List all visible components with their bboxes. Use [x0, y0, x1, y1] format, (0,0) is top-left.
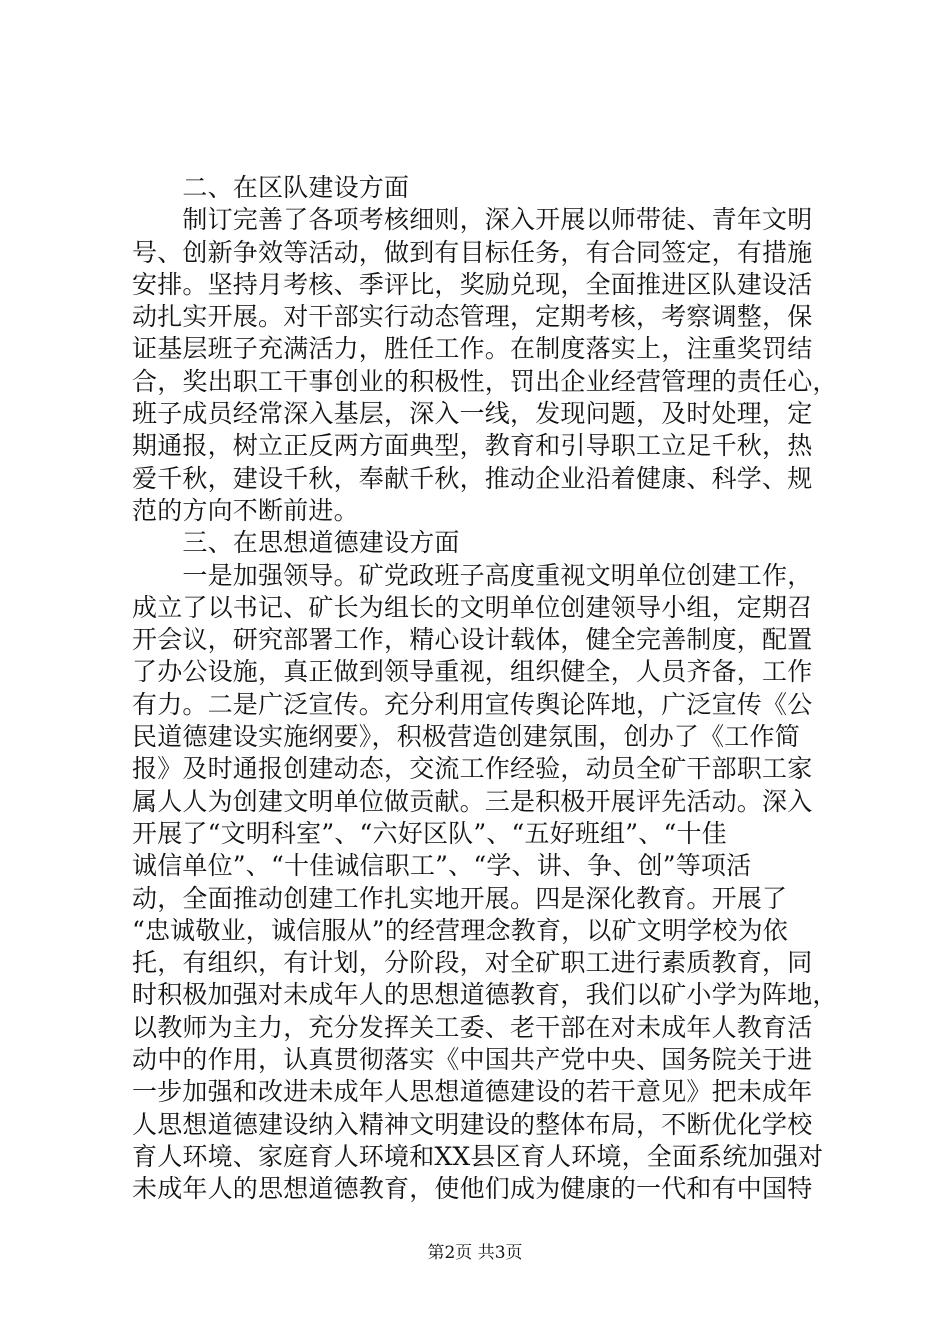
- text-line: 成立了以书记、矿长为组长的文明单位创建领导小组，定期召: [132, 592, 813, 622]
- text-line: 范的方向不断前进。: [132, 495, 359, 525]
- text-line: 合，奖出职工干事创业的积极性，罚出企业经营管理的责任心，: [132, 366, 838, 396]
- text-line: 托，有组织，有计划，分阶段，对全矿职工进行素质教育，同: [132, 948, 813, 978]
- text-line: 一是加强领导。矿党政班子高度重视文明单位创建工作，: [132, 560, 813, 590]
- text-line: 班子成员经常深入基层，深入一线，发现问题，及时处理，定: [132, 399, 813, 429]
- text-line: 二、在区队建设方面: [132, 173, 410, 202]
- text-line: 三、在思想道德建设方面: [132, 528, 460, 558]
- text-line: 号、创新争效等活动，做到有目标任务，有合同签定，有措施: [132, 237, 813, 267]
- page-number-label: 第2页 共3页: [427, 1243, 523, 1263]
- page-footer: [0, 1242, 950, 1264]
- text-line: 一步加强和改进未成年人思想道德建设的若干意见》把未成年: [132, 1077, 813, 1107]
- text-line: 人思想道德建设纳入精神文明建设的整体布局，不断优化学校: [132, 1109, 813, 1139]
- text-line: 动中的作用，认真贯彻落实《中国共产党中央、国务院关于进: [132, 1045, 813, 1075]
- text-line: 了办公设施，真正做到领导重视，组织健全，人员齐备，工作: [132, 657, 813, 687]
- text-line: 动扎实开展。对干部实行动态管理，定期考核，考察调整，保: [132, 302, 813, 332]
- text-line: 制订完善了各项考核细则，深入开展以师带徒、青年文明: [132, 205, 813, 235]
- text-line: 爱千秋，建设千秋，奉献千秋，推动企业沿着健康、科学、规: [132, 463, 813, 493]
- document-body: [132, 172, 838, 1206]
- text-line: 期通报，树立正反两方面典型，教育和引导职工立足千秋，热: [132, 431, 813, 461]
- text-line: 证基层班子充满活力，胜任工作。在制度落实上，注重奖罚结: [132, 334, 813, 364]
- text-line: 属人人为创建文明单位做贡献。三是积极开展评先活动。深入: [132, 786, 813, 816]
- text-line: 诚信单位”、“十佳诚信职工”、“学、讲、争、创”等项活: [132, 851, 752, 881]
- text-line: 未成年人的思想道德教育，使他们成为健康的一代和有中国特: [132, 1174, 813, 1204]
- text-line: 开会议，研究部署工作，精心设计载体，健全完善制度，配置: [132, 625, 813, 655]
- text-line: 时积极加强对未成年人的思想道德教育，我们以矿小学为阵地，: [132, 980, 838, 1010]
- text-line: 民道德建设实施纲要》，积极营造创建氛围，创办了《工作简: [132, 722, 800, 752]
- text-line: 以教师为主力，充分发挥关工委、老干部在对未成年人教育活: [132, 1012, 813, 1042]
- text-line: “忠诚敬业，诚信服从”的经营理念教育，以矿文明学校为依: [132, 915, 788, 945]
- text-line: 安排。坚持月考核、季评比，奖励兑现，全面推进区队建设活: [132, 269, 813, 299]
- text-line: 开展了“文明科室”、“六好区队”、“五好班组”、“十佳: [132, 818, 727, 848]
- text-line: 报》及时通报创建动态，交流工作经验，动员全矿干部职工家: [132, 754, 813, 784]
- text-line: 育人环境、家庭育人环境和XX县区育人环境，全面系统加强对: [132, 1141, 824, 1171]
- text-line: 动，全面推动创建工作扎实地开展。四是深化教育。开展了: [132, 883, 788, 913]
- text-line: 有力。二是广泛宣传。充分利用宣传舆论阵地，广泛宣传《公: [132, 689, 813, 719]
